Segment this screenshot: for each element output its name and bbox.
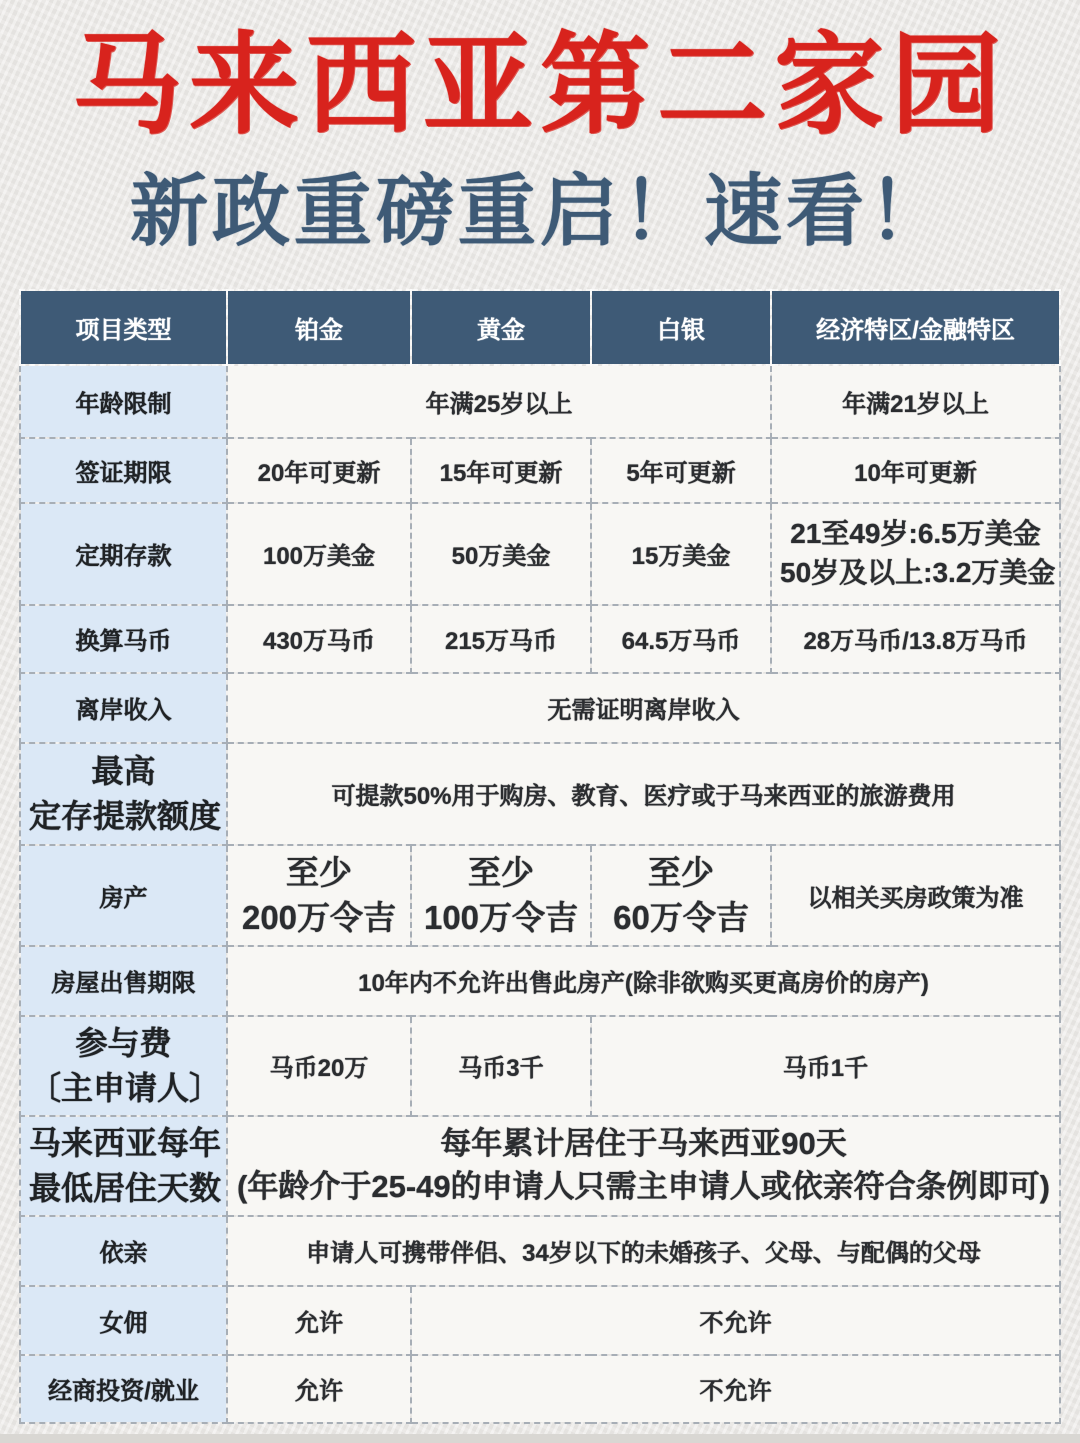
table-row (20, 1286, 1060, 1355)
text-line: 至少 (286, 853, 352, 891)
row-label-cell: 房屋出售期限 (20, 946, 227, 1016)
col-header-item-type: 项目类型 (20, 290, 227, 365)
text-line: 参与费 (75, 1025, 172, 1062)
data-cell: 年满21岁以上 (771, 365, 1060, 438)
table-row (20, 1355, 1060, 1423)
data-cell: 28万马币/13.8万马币 (771, 605, 1060, 673)
data-cell: 10年内不允许出售此房产(除非欲购买更高房价的房产) (227, 946, 1060, 1016)
bottom-edge-strip (0, 1434, 1080, 1443)
col-header-platinum: 铂金 (227, 290, 411, 365)
text-line: 〔主申请人〕 (29, 1069, 222, 1106)
row-label-cell: 依亲 (20, 1216, 227, 1286)
data-cell: 允许 (227, 1286, 411, 1355)
data-cell: 不允许 (411, 1286, 1060, 1355)
data-cell: 430万马币 (227, 605, 411, 673)
table-row (20, 845, 1060, 946)
row-label-cell: 年龄限制 (20, 365, 227, 438)
col-header-gold: 黄金 (411, 290, 591, 365)
row-label-cell: 签证期限 (20, 438, 227, 503)
row-label-cell: 换算马币 (20, 605, 227, 673)
row-label-cell (20, 743, 227, 845)
row-label-cell: 离岸收入 (20, 673, 227, 743)
data-cell (591, 845, 771, 946)
row-label-cell (20, 1116, 227, 1216)
data-cell: 不允许 (411, 1355, 1060, 1423)
data-cell (227, 1116, 1060, 1216)
data-cell: 15万美金 (591, 503, 771, 605)
text-line: 100万令吉 (423, 899, 579, 937)
data-cell (771, 503, 1060, 605)
table-row (20, 438, 1060, 503)
table-row (20, 1016, 1060, 1116)
data-cell: 5年可更新 (591, 438, 771, 503)
data-cell: 50万美金 (411, 503, 591, 605)
table-row (20, 1216, 1060, 1286)
row-label-cell: 经商投资/就业 (20, 1355, 227, 1423)
row-label-cell (20, 1016, 227, 1116)
data-cell: 年满25岁以上 (227, 365, 771, 438)
table-header-row (20, 290, 1060, 365)
text-line: 60万令吉 (613, 899, 749, 937)
data-cell: 申请人可携带伴侣、34岁以下的未婚孩子、父母、与配偶的父母 (227, 1216, 1060, 1286)
table-row (20, 365, 1060, 438)
text-line: 至少 (648, 853, 714, 891)
row-label-cell: 女佣 (20, 1286, 227, 1355)
page-subtitle: 新政重磅重启！速看！ (129, 167, 950, 255)
text-line: 至少 (468, 853, 534, 891)
data-cell: 64.5万马币 (591, 605, 771, 673)
table-row (20, 946, 1060, 1016)
mm2h-comparison-table (19, 289, 1061, 1424)
text-line: 最低居住天数 (29, 1169, 222, 1206)
data-cell (227, 845, 411, 946)
data-cell: 215万马币 (411, 605, 591, 673)
data-cell: 20年可更新 (227, 438, 411, 503)
data-cell: 以相关买房政策为准 (771, 845, 1060, 946)
data-cell: 10年可更新 (771, 438, 1060, 503)
table-row (20, 673, 1060, 743)
text-line: 200万令吉 (241, 899, 397, 937)
data-cell: 马币20万 (227, 1016, 411, 1116)
table-row (20, 503, 1060, 605)
table-row (20, 605, 1060, 673)
data-cell: 无需证明离岸收入 (227, 673, 1060, 743)
text-line: 21至49岁:6.5万美金 (790, 517, 1041, 549)
col-header-silver: 白银 (591, 290, 771, 365)
table-row (20, 1116, 1060, 1216)
text-line: 50岁及以上:3.2万美金 (780, 556, 1056, 588)
text-line: 马来西亚每年 (29, 1125, 222, 1162)
text-line: 最高 (91, 753, 156, 790)
row-label-cell: 定期存款 (20, 503, 227, 605)
data-cell: 允许 (227, 1355, 411, 1423)
text-line: (年龄介于25-49的申请人只需主申请人或依亲符合条例即可) (237, 1168, 1050, 1204)
text-line: 定存提款额度 (29, 797, 222, 834)
table-row (20, 743, 1060, 845)
data-cell (411, 845, 591, 946)
data-cell: 100万美金 (227, 503, 411, 605)
data-cell: 马币3千 (411, 1016, 591, 1116)
data-cell: 15年可更新 (411, 438, 591, 503)
text-line: 每年累计居住于马来西亚90天 (440, 1125, 847, 1161)
data-cell: 马币1千 (591, 1016, 1060, 1116)
row-label-cell: 房产 (20, 845, 227, 946)
page-title: 马来西亚第二家园 (72, 24, 1008, 147)
data-cell: 可提款50%用于购房、教育、医疗或于马来西亚的旅游费用 (227, 743, 1060, 845)
col-header-sez-fz: 经济特区/金融特区 (771, 290, 1060, 365)
